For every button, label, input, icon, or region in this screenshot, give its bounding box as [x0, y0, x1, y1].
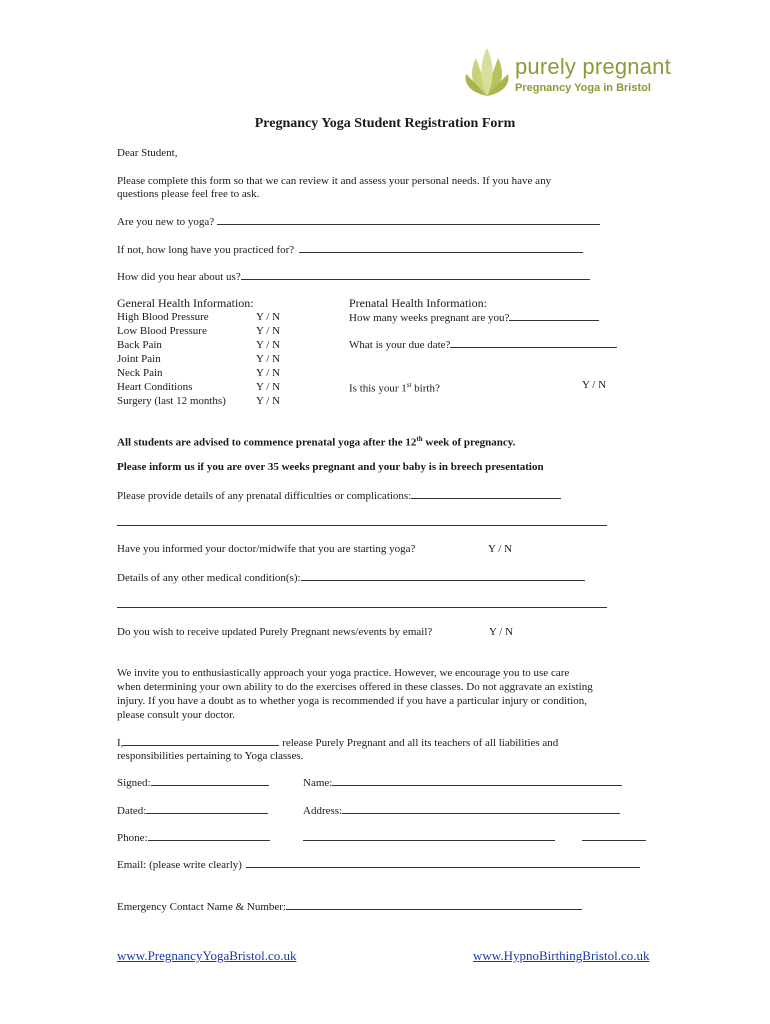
invite-line-3: injury. If you have a doubt as to whether yoga is recommended if you have a particular injury or condition,: [117, 695, 588, 707]
hear-row: [117, 269, 590, 284]
lotus-logo-icon: [464, 44, 510, 100]
email-row: [117, 857, 640, 872]
due-date-field[interactable]: [450, 337, 617, 348]
name-label: Name:: [303, 777, 333, 789]
emergency-row: [117, 899, 582, 914]
general-health-item-yn[interactable]: Y / N: [256, 353, 281, 365]
general-health-heading: General Health Information:: [117, 296, 254, 310]
dated-field[interactable]: [146, 803, 268, 814]
logo-tagline: Pregnancy Yoga in Bristol: [515, 82, 651, 94]
invite-line-2: when determining your own ability to do the exercises offered in these classes. Do not aggravate an existing: [117, 681, 593, 693]
first-birth-label-a: Is this your 1: [349, 382, 407, 395]
intro-line-2: questions please feel free to ask.: [117, 188, 260, 200]
difficulties-field[interactable]: [411, 488, 561, 499]
weeks-label: How many weeks pregnant are you?: [349, 312, 510, 324]
address-field[interactable]: [342, 803, 620, 814]
medical-field-2[interactable]: [117, 597, 607, 608]
advice-12-weeks: [117, 432, 515, 450]
doctor-yn[interactable]: Y / N: [488, 543, 513, 555]
doctor-label: Have you informed your doctor/midwife that you are starting yoga?: [117, 543, 416, 555]
address-label: Address:: [303, 805, 343, 817]
due-date-label: What is your due date?: [349, 339, 451, 351]
name-field[interactable]: [332, 775, 622, 786]
general-health-item-label: Low Blood Pressure: [117, 325, 207, 337]
first-birth-label-b: birth?: [411, 382, 440, 395]
general-health-item-yn[interactable]: Y / N: [256, 367, 281, 379]
invite-line-1: We invite you to enthusiastically approach your yoga practice. However, we encourage you to use care: [117, 667, 570, 679]
release-line-2: responsibilities pertaining to Yoga classes.: [117, 750, 304, 762]
emergency-field[interactable]: [286, 899, 582, 910]
address-postcode: [582, 830, 646, 845]
due-date-row: [349, 337, 617, 352]
advice-1-part-a: All students are advised to commence prenatal yoga after the 12: [117, 436, 417, 449]
advice-breech: Please inform us if you are over 35 weeks pregnant and your baby is in breech presentation: [117, 461, 544, 473]
medical-line-2: [117, 597, 607, 612]
general-health-item-yn[interactable]: Y / N: [256, 381, 281, 393]
signed-row: [117, 775, 269, 790]
address-line-2: [303, 830, 555, 845]
first-birth-yn[interactable]: Y / N: [582, 379, 607, 391]
news-yn[interactable]: Y / N: [489, 626, 514, 638]
phone-label: Phone:: [117, 832, 148, 844]
new-to-yoga-label: Are you new to yoga?: [117, 216, 215, 228]
difficulties-line-2: [117, 515, 607, 530]
phone-field[interactable]: [148, 830, 270, 841]
practiced-field[interactable]: [299, 242, 583, 253]
release-label-a: I,: [117, 737, 124, 749]
medical-field[interactable]: [301, 570, 585, 581]
general-health-item-yn[interactable]: Y / N: [256, 311, 281, 323]
general-health-item-label: Back Pain: [117, 339, 162, 351]
new-to-yoga-field[interactable]: [217, 214, 600, 225]
general-health-item-label: High Blood Pressure: [117, 311, 209, 323]
new-to-yoga-row: [117, 214, 600, 229]
difficulties-row: [117, 488, 561, 503]
intro-line-1: Please complete this form so that we can review it and assess your personal needs. If you have any: [117, 175, 552, 187]
medical-row: [117, 570, 585, 585]
first-birth-row: [349, 378, 440, 396]
signed-label: Signed:: [117, 777, 151, 789]
emergency-label: Emergency Contact Name & Number:: [117, 901, 287, 913]
practiced-label: If not, how long have you practiced for?: [117, 244, 295, 256]
phone-row: [117, 830, 270, 845]
hear-field[interactable]: [241, 269, 590, 280]
difficulties-label: Please provide details of any prenatal difficulties or complications:: [117, 490, 412, 502]
general-health-item-yn[interactable]: Y / N: [256, 395, 281, 407]
prenatal-heading: Prenatal Health Information:: [349, 296, 487, 310]
address-field-2[interactable]: [303, 830, 555, 841]
difficulties-field-2[interactable]: [117, 515, 607, 526]
medical-label: Details of any other medical condition(s):: [117, 572, 301, 584]
footer-link-yoga[interactable]: www.PregnancyYogaBristol.co.uk: [117, 948, 297, 963]
page-title: Pregnancy Yoga Student Registration Form: [254, 116, 516, 131]
dated-label: Dated:: [117, 805, 147, 817]
invite-line-4: please consult your doctor.: [117, 709, 235, 721]
release-label-b: release Purely Pregnant and all its teachers of all liabilities and: [279, 737, 559, 749]
release-row: [117, 735, 558, 750]
postcode-field[interactable]: [582, 830, 646, 841]
advice-1-part-b: week of pregnancy.: [422, 436, 516, 449]
general-health-item-label: Neck Pain: [117, 367, 163, 379]
dated-row: [117, 803, 268, 818]
signed-field[interactable]: [151, 775, 269, 786]
address-row: [303, 803, 620, 818]
general-health-item-label: Joint Pain: [117, 353, 161, 365]
hear-label: How did you hear about us?: [117, 271, 241, 283]
first-birth-sup: st: [406, 381, 412, 389]
general-health-item-yn[interactable]: Y / N: [256, 339, 281, 351]
name-row: [303, 775, 622, 790]
logo-name: purely pregnant: [515, 54, 671, 79]
weeks-row: [349, 310, 599, 325]
practiced-row: [117, 242, 583, 257]
general-health-item-yn[interactable]: Y / N: [256, 325, 281, 337]
general-health-item-label: Surgery (last 12 months): [117, 395, 226, 407]
footer-link-hypnobirthing[interactable]: www.HypnoBirthingBristol.co.uk: [473, 948, 650, 963]
email-label: Email: (please write clearly): [117, 859, 242, 871]
release-name-field[interactable]: [123, 735, 279, 746]
email-field[interactable]: [246, 857, 640, 868]
greeting: Dear Student,: [117, 147, 178, 159]
news-label: Do you wish to receive updated Purely Pregnant news/events by email?: [117, 626, 433, 638]
weeks-field[interactable]: [509, 310, 599, 321]
advice-1-sup: th: [416, 435, 423, 443]
general-health-item-label: Heart Conditions: [117, 381, 193, 393]
